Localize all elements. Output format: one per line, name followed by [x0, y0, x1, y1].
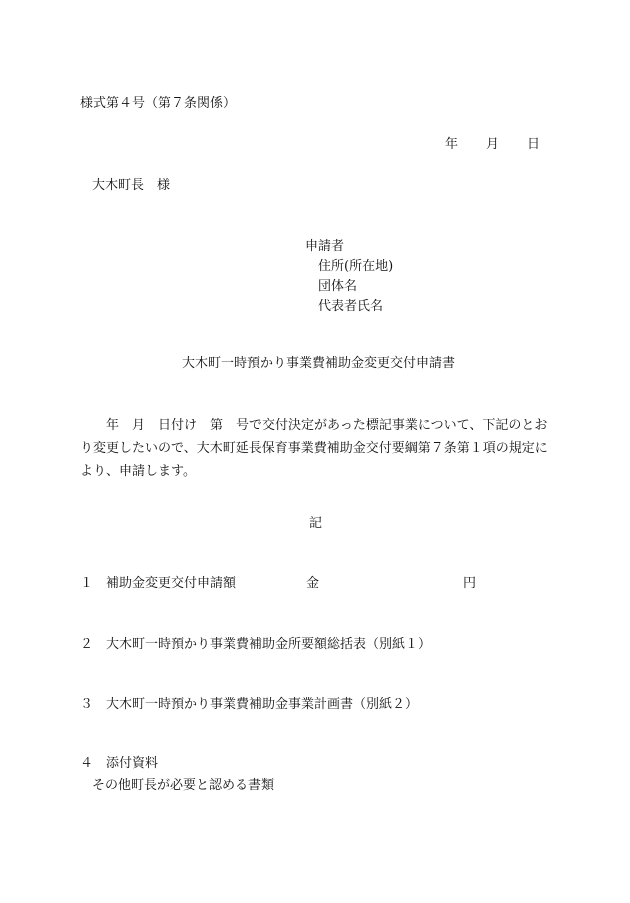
applicant-address-label: 住所(所在地) — [318, 259, 394, 274]
date-month-label: 月 — [486, 137, 500, 152]
list-item-1 — [80, 577, 236, 590]
list-item-4 — [80, 757, 158, 770]
amount-yen-label: 円 — [463, 576, 477, 591]
date-day-label: 日 — [527, 137, 541, 152]
list-item-text: 補助金変更交付申請額 — [106, 576, 237, 591]
form-number: 様式第４号（第７条関係） — [80, 96, 237, 111]
date-year-label: 年 — [445, 137, 459, 152]
list-item-text: 添付資料 — [106, 756, 159, 771]
ki-heading: 記 — [309, 516, 323, 531]
applicant-block — [305, 237, 393, 317]
applicant-label: 申請者 — [305, 239, 345, 254]
document-title: 大木町一時預かり事業費補助金変更交付申請書 — [182, 356, 456, 371]
list-item-4-subtext: その他町長が必要と認める書類 — [92, 778, 275, 793]
list-item-number: ４ — [80, 756, 94, 771]
applicant-organization-label: 団体名 — [318, 279, 358, 294]
list-item-number: ３ — [80, 697, 94, 712]
addressee: 大木町長 様 — [92, 178, 171, 193]
list-item-number: ２ — [80, 637, 94, 652]
list-item-text: 大木町一時預かり事業費補助金事業計画書（別紙２） — [106, 697, 419, 712]
list-item-text: 大木町一時預かり事業費補助金所要額総括表（別紙１） — [106, 637, 432, 652]
list-item-number: １ — [80, 576, 94, 591]
list-item-3 — [80, 698, 418, 711]
list-item-2 — [80, 638, 431, 651]
amount-kin-label: 金 — [306, 576, 320, 591]
applicant-representative-label: 代表者氏名 — [318, 299, 384, 314]
body-paragraph — [80, 414, 550, 483]
date-line — [445, 138, 540, 151]
body-paragraph-text: 年 月 日付け 第 号で交付決定があった標記事業について、下記のとおり変更したいので、大木町延長保育事業費補助金交付要綱第７条第１項の規定により、申請します。 — [80, 418, 548, 479]
